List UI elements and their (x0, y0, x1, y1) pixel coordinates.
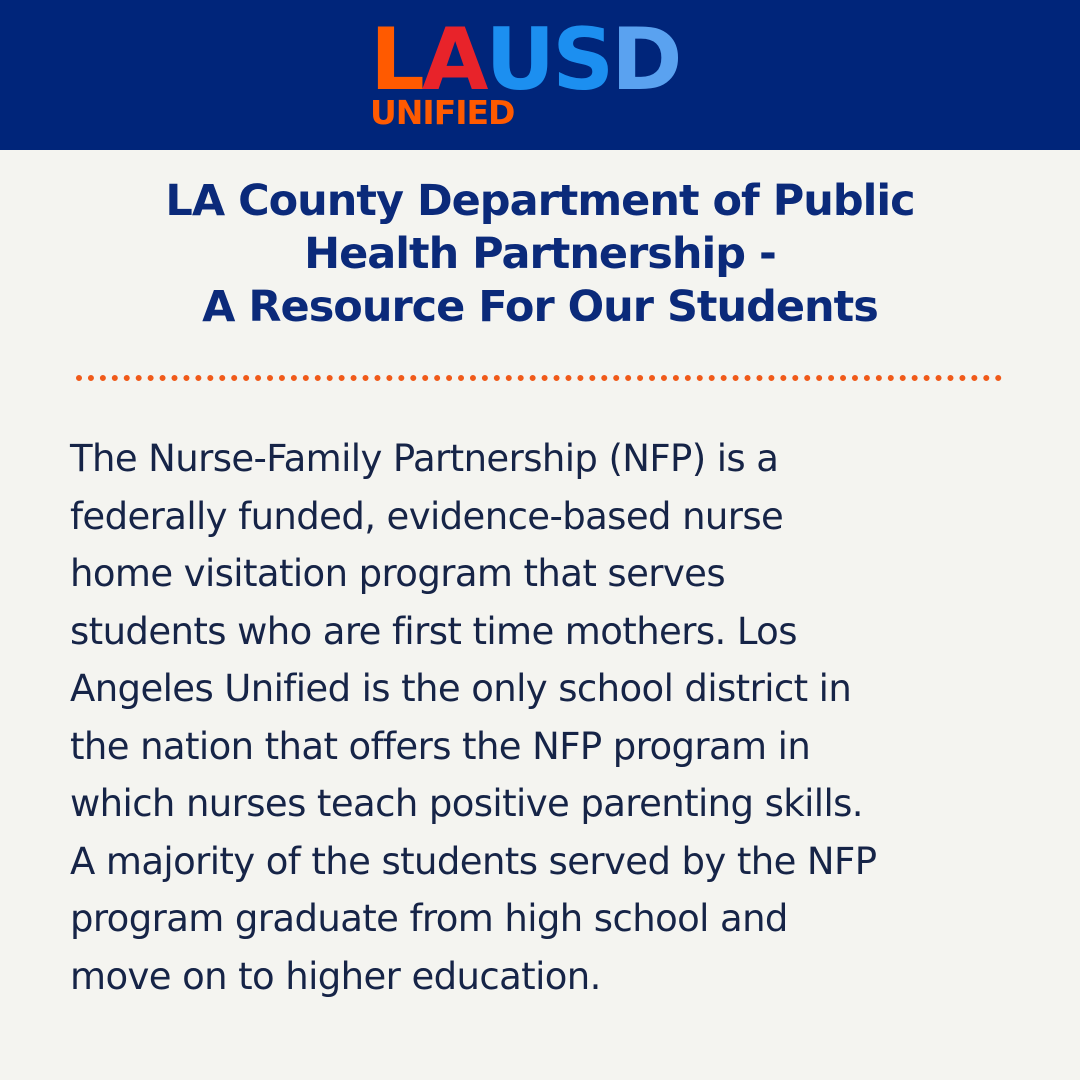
logo-letter-l: L (370, 10, 422, 110)
body-line: A majority of the students served by the NFP (70, 839, 877, 883)
body-paragraph (70, 430, 1030, 1005)
logo-letter-a: A (421, 10, 486, 110)
body-line: program graduate from high school and (70, 897, 788, 940)
body-line: Angeles Unified is the only school district in (70, 667, 852, 710)
body-line: which nurses teach positive parenting skills. (70, 782, 863, 825)
body-line: students who are first time mothers. Los (70, 609, 797, 653)
post-title (60, 175, 1020, 334)
dotted-divider (76, 375, 1002, 381)
title-line: Health Partnership - (304, 229, 776, 279)
body-line: move on to higher education. (70, 954, 601, 998)
logo-wordmark (370, 10, 680, 110)
body-line: The Nurse-Family Partnership (NFP) is a (70, 437, 779, 480)
title-line: A Resource For Our Students (202, 282, 878, 332)
body-line: home visitation program that serves (70, 552, 725, 595)
header-banner (0, 0, 1080, 150)
body-line: federally funded, evidence-based nurse (70, 494, 784, 538)
lausd-logo (370, 10, 720, 132)
logo-letter-d: D (611, 10, 680, 110)
logo-subtitle: UNIFIED (370, 93, 515, 132)
logo-letter-s: S (552, 10, 612, 110)
logo-letter-u: U (485, 10, 553, 110)
body-line: the nation that offers the NFP program in (70, 724, 811, 768)
title-line: LA County Department of Public (165, 176, 915, 226)
